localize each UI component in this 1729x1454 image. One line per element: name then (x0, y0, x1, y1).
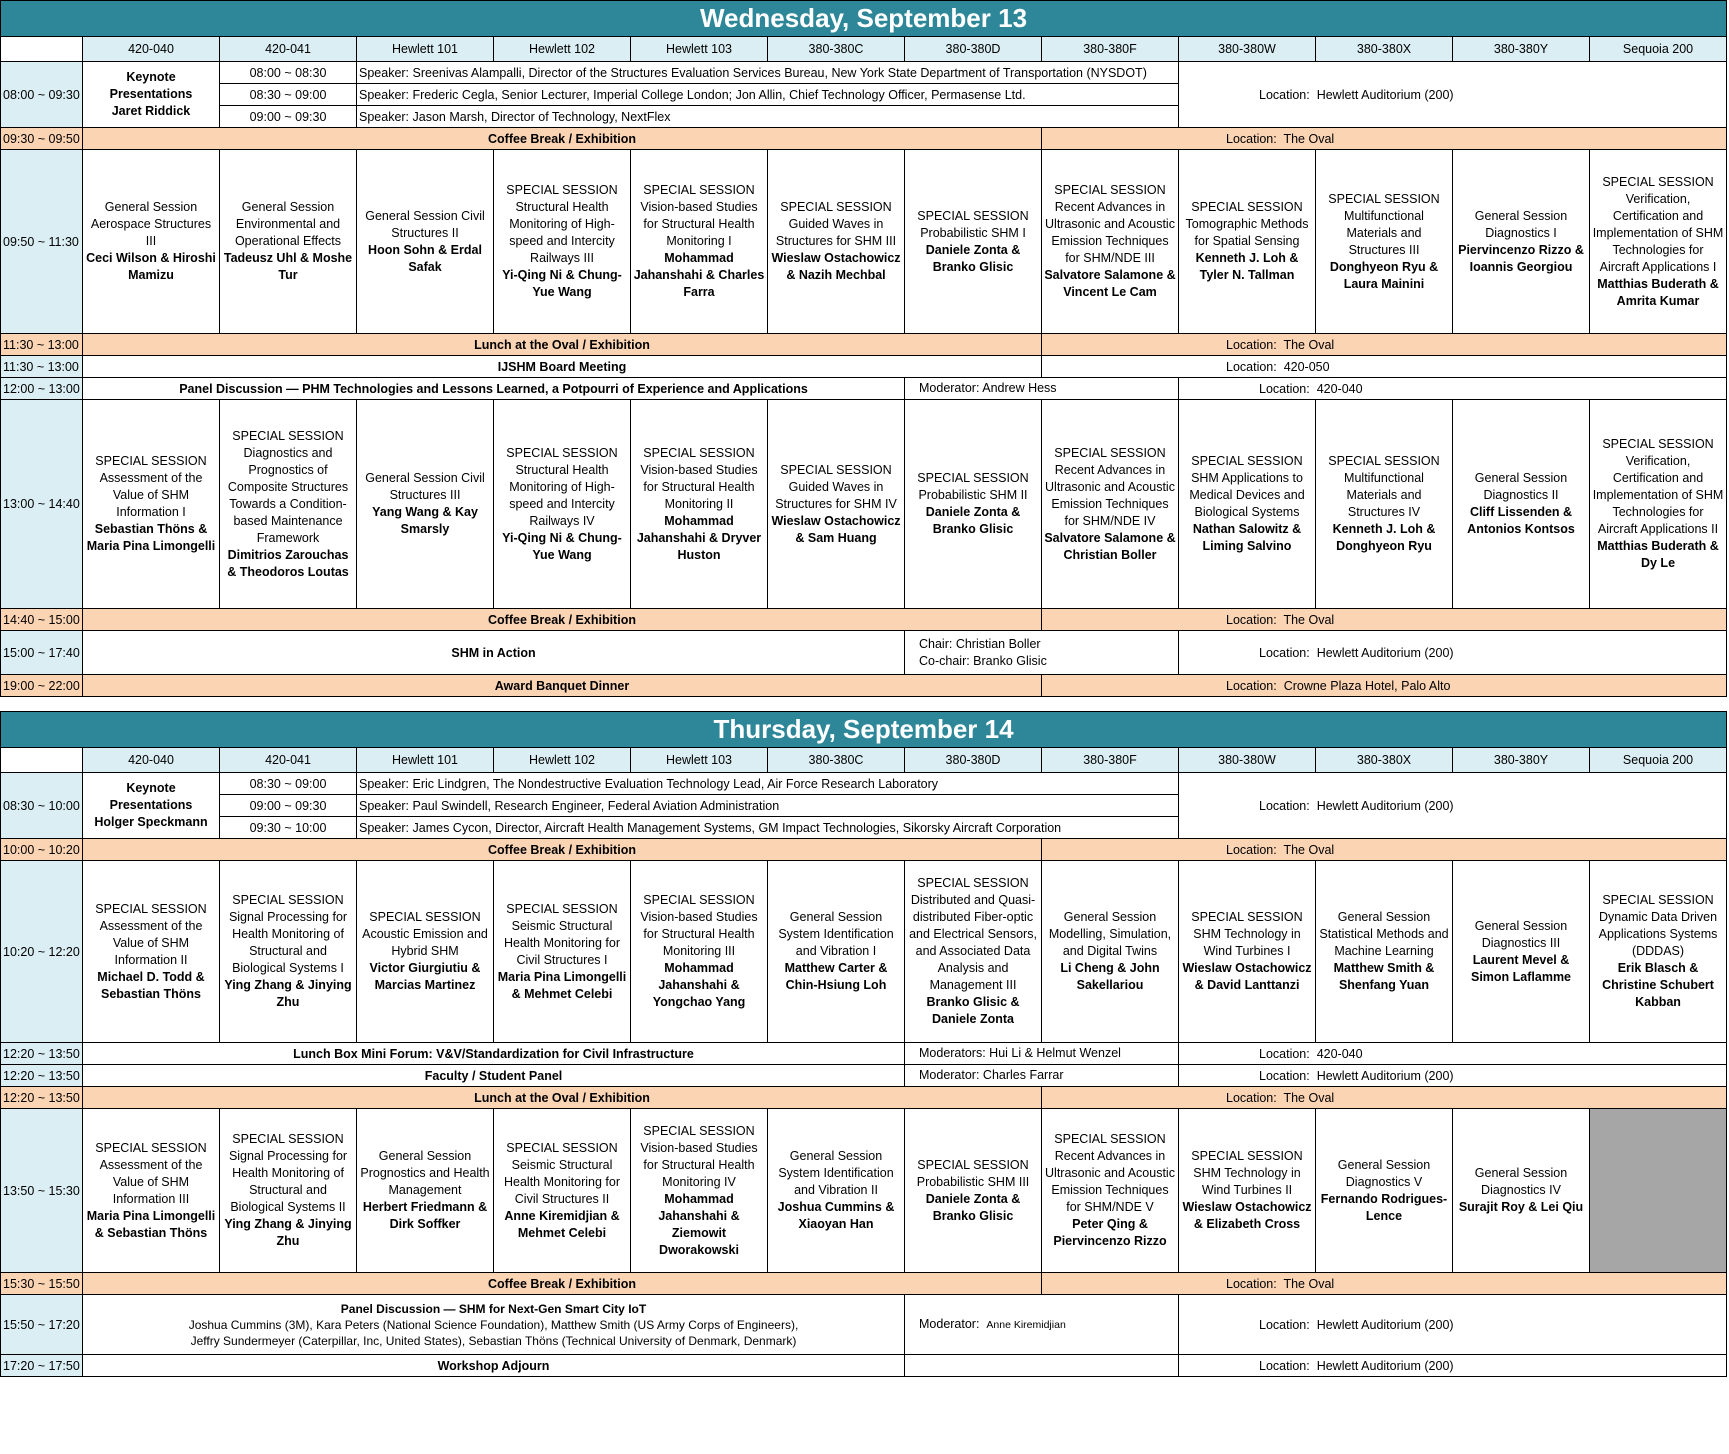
coffee-break-row: 09:30 ~ 09:50 Coffee Break / Exhibition Location: The Oval (1, 128, 1727, 150)
session-title: General Session Aerospace Structures III (90, 200, 212, 248)
session-title: SPECIAL SESSION Signal Processing for Health Monitoring of Structural and Biological Systems I (228, 893, 348, 975)
session-cell (494, 1109, 631, 1273)
keynote-title: Keynote Presentations (109, 781, 193, 812)
thursday-schedule (0, 711, 1727, 1377)
session-chairs: Maria Pina Limongelli & Mehmet Celebi (497, 969, 627, 1001)
session-cell (631, 861, 768, 1043)
session-chairs: Wieslaw Ostachowicz & Nazih Mechbal (771, 251, 901, 282)
room-header: Hewlett 102 (494, 37, 631, 62)
session-title: General Session Environmental and Operational Effects (234, 200, 342, 248)
room-header: 380-380X (1316, 748, 1453, 773)
session-chairs: Donghyeon Ryu & Laura Mainini (1329, 259, 1439, 291)
session-title: SPECIAL SESSION Guided Waves in Structures for SHM IV (775, 462, 897, 511)
session-block: 13:50 ~ 15:30 SPECIAL SESSION Assessment of the Value of SHM Information III Maria Pina Limongelli & Sebastian Thöns SPECIAL SESSION Signal Processing for Health Monitoring of Structural and Biological Systems II Ying Zhang & Jinying Zhu General Session Prognostics and Health Management Herbert Friedmann & Dirk Soffker SPECIAL SESSION Seismic Structural Health Monitoring for Civil Structures II Anne Kiremidjian & Mehmet Celebi SPECIAL SESSION Vision-based Studies for Structural Health Monitoring IV Mohammad Jahanshahi & Ziemowit Dworakowski General Session System Identification and Vibration II Joshua Cummins & Xiaoyan Han SPECIAL SESSION Probabilistic SHM III Daniele Zonta & Branko Glisic SPECIAL SESSION Recent Advances in Ultrasonic and Acoustic Emission Techniques for SHM/NDE V Peter Qing & Piervincenzo Rizzo SPECIAL SESSION SHM Technology in Wind Turbines II Wieslaw Ostachowicz & Elizabeth Cross General Session Diagnostics V Fernando Rodrigues-Lence General Session Diagnostics IV Surajit Roy & Lei Qiu (1, 1109, 1727, 1273)
session-title: SPECIAL SESSION Recent Advances in Ultrasonic and Acoustic Emission Techniques for SHM/NDE V (1045, 1132, 1175, 1214)
location-cell: Location: Hewlett Auditorium (200) (1179, 773, 1727, 839)
session-title: SPECIAL SESSION Structural Health Monitoring of High-speed and Intercity Railways IV (506, 445, 618, 528)
keynote-cell (83, 62, 220, 128)
session-title: General Session Diagnostics III (1474, 918, 1568, 950)
session-cell (905, 150, 1042, 334)
talk-speaker: Speaker: Sreenivas Alampalli, Director of the Structures Evaluation Services Bureau, New York State Department of Transportation (NYSDOT) (357, 62, 1179, 84)
session-chairs: Ceci Wilson & Hiroshi Mamizu (86, 251, 216, 282)
session-cell (1590, 400, 1727, 609)
session-cell (631, 150, 768, 334)
session-chairs: Herbert Friedmann & Dirk Soffker (362, 1200, 488, 1231)
session-cell (905, 400, 1042, 609)
session-title: General Session Statistical Methods and Machine Learning (1319, 910, 1449, 958)
keynote-chair: Holger Speckmann (94, 815, 208, 829)
session-chairs: Mohammad Jahanshahi & Yongchao Yang (652, 961, 746, 1009)
session-cell (1042, 1109, 1179, 1273)
session-cell (768, 1109, 905, 1273)
session-chairs: Maria Pina Limongelli & Sebastian Thöns (86, 1208, 216, 1240)
session-title: SPECIAL SESSION Verification, Certification and Implementation of SHM Technologies for Aircraft Applications I (1592, 174, 1724, 274)
wednesday-schedule (0, 0, 1727, 697)
corner-cell (1, 748, 83, 773)
session-title: General Session Diagnostics I (1474, 208, 1568, 240)
session-title: SPECIAL SESSION Assessment of the Value of SHM Information II (95, 901, 207, 967)
room-header: 380-380X (1316, 37, 1453, 62)
session-chairs: Daniele Zonta & Branko Glisic (925, 505, 1021, 536)
session-cell (768, 861, 905, 1043)
talk-time: 09:00 ~ 09:30 (220, 795, 357, 817)
session-title: General Session Diagnostics IV (1474, 1166, 1568, 1197)
session-chairs: Tadeusz Uhl & Moshe Tur (223, 251, 353, 282)
session-title: SPECIAL SESSION Probabilistic SHM I (917, 208, 1029, 240)
room-header-row (1, 37, 1727, 62)
session-chairs: Kenneth J. Loh & Donghyeon Ryu (1332, 522, 1436, 553)
session-title: SPECIAL SESSION Dynamic Data Driven Applications Systems (DDDAS) (1598, 893, 1718, 958)
session-chairs: Matthias Buderath & Amrita Kumar (1597, 276, 1719, 308)
session-title: SPECIAL SESSION Vision-based Studies for Structural Health Monitoring III (640, 893, 758, 958)
session-chairs: Nathan Salowitz & Liming Salvino (1192, 522, 1302, 553)
session-cell (357, 861, 494, 1043)
room-header: 380-380C (768, 37, 905, 62)
session-chairs: Victor Giurgiutiu & Marcias Martinez (369, 961, 481, 992)
session-cell (494, 861, 631, 1043)
session-chairs: Sebastian Thöns & Maria Pina Limongelli (86, 522, 216, 553)
session-cell (83, 1109, 220, 1273)
session-cell (220, 150, 357, 334)
session-title: General Session Diagnostics V (1337, 1157, 1431, 1189)
session-cell (220, 400, 357, 609)
session-cell (1590, 861, 1727, 1043)
mini-forum-row: 12:20 ~ 13:50 Lunch Box Mini Forum: V&V/Standardization for Civil Infrastructure Moderators: Hui Li & Helmut Wenzel Location: 420-040 (1, 1043, 1727, 1065)
session-cell (494, 400, 631, 609)
room-header: Hewlett 102 (494, 748, 631, 773)
session-chairs: Daniele Zonta & Branko Glisic (925, 242, 1021, 274)
shm-in-action-row: 15:00 ~ 17:40 SHM in Action Chair: Christian Boller Co-chair: Branko Glisic Location: Hewlett Auditorium (200) (1, 631, 1727, 675)
coffee-break-row: 15:30 ~ 15:50 Coffee Break / Exhibition Location: The Oval (1, 1273, 1727, 1295)
session-chairs: Hoon Sohn & Erdal Safak (368, 242, 482, 274)
session-title: SPECIAL SESSION Vision-based Studies for Structural Health Monitoring I (640, 183, 758, 248)
session-title: SPECIAL SESSION SHM Technology in Wind Turbines II (1191, 1149, 1303, 1197)
session-chairs: Michael D. Todd & Sebastian Thöns (97, 969, 205, 1001)
lunch-row: 11:30 ~ 13:00 Lunch at the Oval / Exhibition Location: The Oval (1, 334, 1727, 356)
room-header: 420-041 (220, 748, 357, 773)
room-header: 380-380W (1179, 748, 1316, 773)
session-cell (357, 1109, 494, 1273)
session-chairs: Salvatore Salamone & Christian Boller (1044, 530, 1176, 562)
session-title: SPECIAL SESSION SHM Technology in Wind Turbines I (1191, 910, 1303, 958)
room-header: 380-380D (905, 37, 1042, 62)
coffee-break-row: 10:00 ~ 10:20 Coffee Break / Exhibition Location: The Oval (1, 839, 1727, 861)
adjourn-row: 17:20 ~ 17:50 Workshop Adjourn Location: Hewlett Auditorium (200) (1, 1355, 1727, 1377)
session-title: SPECIAL SESSION Acoustic Emission and Hybrid SHM (362, 910, 488, 958)
coffee-break-row: 14:40 ~ 15:00 Coffee Break / Exhibition Location: The Oval (1, 609, 1727, 631)
session-chairs: Mohammad Jahanshahi & Dryver Huston (636, 513, 762, 562)
session-cell (1316, 150, 1453, 334)
session-title: SPECIAL SESSION Verification, Certification and Implementation of SHM Technologies for Aircraft Applications II (1592, 437, 1724, 536)
session-chairs: Dimitrios Zarouchas & Theodoros Loutas (227, 547, 349, 579)
talk-time: 08:30 ~ 09:00 (220, 84, 357, 106)
session-cell (1179, 861, 1316, 1043)
session-chairs: Cliff Lissenden & Antonios Kontsos (1467, 505, 1575, 536)
session-chairs: Yi-Qing Ni & Chung-Yue Wang (502, 268, 622, 299)
session-title: SPECIAL SESSION Assessment of the Value of SHM Information III (95, 1140, 207, 1206)
talk-speaker: Speaker: James Cycon, Director, Aircraft Health Management Systems, GM Impact Technologies, Sikorsky Aircraft Corporation (357, 817, 1179, 839)
session-chairs: Surajit Roy & Lei Qiu (1458, 1200, 1584, 1214)
session-title: SPECIAL SESSION Diagnostics and Prognostics of Composite Structures Towards a Condition-based Maintenance Framework (227, 428, 349, 545)
session-title: SPECIAL SESSION Seismic Structural Health Monitoring for Civil Structures I (503, 901, 621, 967)
session-chairs: Laurent Mevel & Simon Laflamme (1470, 952, 1572, 984)
session-chairs: Wieslaw Ostachowicz & Elizabeth Cross (1182, 1200, 1312, 1231)
session-chairs: Yi-Qing Ni & Chung-Yue Wang (502, 530, 622, 562)
session-cell (1042, 400, 1179, 609)
session-title: SPECIAL SESSION Seismic Structural Health Monitoring for Civil Structures II (503, 1140, 621, 1206)
session-title: SPECIAL SESSION Probabilistic SHM II (917, 471, 1029, 502)
time-cell: 08:30 ~ 10:00 (1, 773, 83, 839)
session-chairs: Anne Kiremidjian & Mehmet Celebi (504, 1208, 620, 1240)
talk-time: 09:30 ~ 10:00 (220, 817, 357, 839)
room-header: 380-380F (1042, 748, 1179, 773)
session-chairs: Matthias Buderath & Dy Le (1597, 539, 1719, 570)
session-title: General Session System Identification and Vibration I (778, 910, 894, 958)
session-title: SPECIAL SESSION Recent Advances in Ultrasonic and Acoustic Emission Techniques for SHM/NDE III (1045, 183, 1175, 265)
session-chairs: Kenneth J. Loh & Tyler N. Tallman (1195, 251, 1299, 282)
session-cell (631, 400, 768, 609)
session-title: SPECIAL SESSION Assessment of the Value of SHM Information I (95, 454, 207, 519)
board-meeting-row: 11:30 ~ 13:00 IJSHM Board Meeting Location: 420-050 (1, 356, 1727, 378)
session-cell (1590, 150, 1727, 334)
session-title: SPECIAL SESSION Recent Advances in Ultrasonic and Acoustic Emission Techniques for SHM/NDE IV (1045, 445, 1175, 528)
session-cell (1453, 861, 1590, 1043)
session-cell (1042, 150, 1179, 334)
session-cell (83, 400, 220, 609)
keynote-chair: Jaret Riddick (111, 104, 191, 118)
session-cell (83, 861, 220, 1043)
corner-cell (1, 37, 83, 62)
session-chairs: Erik Blasch & Christine Schubert Kabban (1602, 961, 1714, 1009)
session-chairs: Matthew Smith & Shenfang Yuan (1333, 961, 1435, 992)
session-cell (768, 150, 905, 334)
session-title: SPECIAL SESSION Vision-based Studies for Structural Health Monitoring IV (640, 1123, 758, 1189)
talk-time: 08:00 ~ 08:30 (220, 62, 357, 84)
session-cell (1316, 861, 1453, 1043)
room-header: Hewlett 101 (357, 37, 494, 62)
session-title: General Session Modelling, Simulation, and Digital Twins (1048, 910, 1172, 958)
session-title: General Session Civil Structures II (365, 208, 485, 240)
session-title: General Session Diagnostics II (1474, 471, 1568, 502)
session-cell (357, 400, 494, 609)
room-header: 380-380Y (1453, 37, 1590, 62)
session-cell (1453, 400, 1590, 609)
session-cell (1316, 400, 1453, 609)
talk-speaker: Speaker: Frederic Cegla, Senior Lecturer, Imperial College London; Jon Allin, Chief Technology Officer, Permasense Ltd. (357, 84, 1179, 106)
session-chairs: Fernando Rodrigues-Lence (1320, 1191, 1448, 1223)
session-cell (1179, 400, 1316, 609)
talk-time: 08:30 ~ 09:00 (220, 773, 357, 795)
room-header: 420-040 (83, 37, 220, 62)
session-chairs: Wieslaw Ostachowicz & Sam Huang (771, 513, 901, 545)
session-block: 09:50 ~ 11:30 General Session Aerospace Structures III Ceci Wilson & Hiroshi Mamizu General Session Environmental and Operational Effects Tadeusz Uhl & Moshe Tur General Session Civil Structures II Hoon Sohn & Erdal Safak SPECIAL SESSION Structural Health Monitoring of High-speed and Intercity Railways III Yi-Qing Ni & Chung-Yue Wang SPECIAL SESSION Vision-based Studies for Structural Health Monitoring I Mohammad Jahanshahi & Charles Farra SPECIAL SESSION Guided Waves in Structures for SHM III Wieslaw Ostachowicz & Nazih Mechbal SPECIAL SESSION Probabilistic SHM I Daniele Zonta & Branko Glisic SPECIAL SESSION Recent Advances in Ultrasonic and Acoustic Emission Techniques for SHM/NDE III Salvatore Salamone & Vincent Le Cam SPECIAL SESSION Tomographic Methods for Spatial Sensing Kenneth J. Loh & Tyler N. Tallman SPECIAL SESSION Multifunctional Materials and Structures III Donghyeon Ryu & Laura Mainini General Session Diagnostics I Piervincenzo Rizzo & Ioannis Georgiou SPECIAL SESSION Verification, Certification and Implementation of SHM Technologies for Aircraft Applications I Matthias Buderath & Amrita Kumar (1, 150, 1727, 334)
session-cell (83, 150, 220, 334)
session-chairs: Salvatore Salamone & Vincent Le Cam (1044, 268, 1176, 299)
session-block: 10:20 ~ 12:20 SPECIAL SESSION Assessment of the Value of SHM Information II Michael D. Todd & Sebastian Thöns SPECIAL SESSION Signal Processing for Health Monitoring of Structural and Biological Systems I Ying Zhang & Jinying Zhu SPECIAL SESSION Acoustic Emission and Hybrid SHM Victor Giurgiutiu & Marcias Martinez SPECIAL SESSION Seismic Structural Health Monitoring for Civil Structures I Maria Pina Limongelli & Mehmet Celebi SPECIAL SESSION Vision-based Studies for Structural Health Monitoring III Mohammad Jahanshahi & Yongchao Yang General Session System Identification and Vibration I Matthew Carter & Chin-Hsiung Loh SPECIAL SESSION Distributed and Quasi-distributed Fiber-optic and Electrical Sensors, and Associated Data Analysis and Management III Branko Glisic & Daniele Zonta General Session Modelling, Simulation, and Digital Twins Li Cheng & John Sakellariou SPECIAL SESSION SHM Technology in Wind Turbines I Wieslaw Ostachowicz & David Lanttanzi General Session Statistical Methods and Machine Learning Matthew Smith & Shenfang Yuan General Session Diagnostics III Laurent Mevel & Simon Laflamme SPECIAL SESSION Dynamic Data Driven Applications Systems (DDDAS) Erik Blasch & Christine Schubert Kabban (1, 861, 1727, 1043)
session-title: SPECIAL SESSION Probabilistic SHM III (916, 1157, 1030, 1189)
session-chairs: Matthew Carter & Chin-Hsiung Loh (784, 961, 888, 992)
session-cell (494, 150, 631, 334)
session-chairs: Joshua Cummins & Xiaoyan Han (777, 1200, 895, 1231)
session-cell (1316, 1109, 1453, 1273)
faculty-panel-row: 12:20 ~ 13:50 Faculty / Student Panel Moderator: Charles Farrar Location: Hewlett Auditorium (200) (1, 1065, 1727, 1087)
session-title: General Session System Identification and Vibration II (778, 1149, 894, 1197)
keynote-title: Keynote Presentations (109, 70, 193, 101)
session-cell (357, 150, 494, 334)
session-chairs: Piervincenzo Rizzo & Ioannis Georgiou (1458, 242, 1584, 274)
session-chairs: Mohammad Jahanshahi & Charles Farra (633, 251, 765, 299)
session-chairs: Branko Glisic & Daniele Zonta (926, 995, 1020, 1026)
session-title: General Session Civil Structures III (365, 471, 485, 502)
panel-row: 15:50 ~ 17:20 Panel Discussion — SHM for Next-Gen Smart City IoT Joshua Cummins (3M), Kara Peters (National Science Foundation), Matthew Smith (US Army Corps of Engineers), Jeffry Sundermeyer (Caterpillar, Inc, United States), Sebastian Thöns (Technical University of Denmark, Denmark) Moderator: Anne Kiremidjian Location: Hewlett Auditorium (200) (1, 1295, 1727, 1355)
session-chairs: Li Cheng & John Sakellariou (1060, 961, 1160, 992)
session-title: SPECIAL SESSION Signal Processing for Health Monitoring of Structural and Biological Systems II (228, 1132, 348, 1214)
session-chairs: Peter Qing & Piervincenzo Rizzo (1053, 1217, 1167, 1248)
session-cell (220, 861, 357, 1043)
session-cell (1179, 150, 1316, 334)
room-header: Hewlett 101 (357, 748, 494, 773)
session-title: SPECIAL SESSION Guided Waves in Structures for SHM III (775, 200, 897, 248)
session-title: SPECIAL SESSION Structural Health Monitoring of High-speed and Intercity Railways III (506, 183, 618, 265)
room-header: Sequoia 200 (1590, 748, 1727, 773)
session-cell (1453, 150, 1590, 334)
room-header: Hewlett 103 (631, 37, 768, 62)
session-cell (905, 1109, 1042, 1273)
lunch-row: 12:20 ~ 13:50 Lunch at the Oval / Exhibition Location: The Oval (1, 1087, 1727, 1109)
session-title: SPECIAL SESSION SHM Applications to Medical Devices and Biological Systems (1189, 454, 1305, 519)
talk-time: 09:00 ~ 09:30 (220, 106, 357, 128)
room-header: 380-380W (1179, 37, 1316, 62)
session-title: SPECIAL SESSION Multifunctional Materials and Structures IV (1328, 454, 1440, 519)
room-header: 380-380C (768, 748, 905, 773)
session-cell (220, 1109, 357, 1273)
session-cell (1042, 861, 1179, 1043)
keynote-cell (83, 773, 220, 839)
panel-row: 12:00 ~ 13:00 Panel Discussion — PHM Technologies and Lessons Learned, a Potpourri of Experience and Applications Moderator: Andrew Hess Location: 420-040 (1, 378, 1727, 400)
session-chairs: Yang Wang & Kay Smarsly (372, 505, 478, 536)
day-title: Wednesday, September 13 (1, 1, 1727, 37)
session-title: SPECIAL SESSION Tomographic Methods for Spatial Sensing (1185, 200, 1309, 248)
session-chairs: Daniele Zonta & Branko Glisic (925, 1191, 1021, 1223)
room-header: 380-380Y (1453, 748, 1590, 773)
room-header: 380-380F (1042, 37, 1179, 62)
room-header: 420-041 (220, 37, 357, 62)
session-block: 13:00 ~ 14:40 SPECIAL SESSION Assessment of the Value of SHM Information I Sebastian Thöns & Maria Pina Limongelli SPECIAL SESSION Diagnostics and Prognostics of Composite Structures Towards a Condition-based Maintenance Framework Dimitrios Zarouchas & Theodoros Loutas General Session Civil Structures III Yang Wang & Kay Smarsly SPECIAL SESSION Structural Health Monitoring of High-speed and Intercity Railways IV Yi-Qing Ni & Chung-Yue Wang SPECIAL SESSION Vision-based Studies for Structural Health Monitoring II Mohammad Jahanshahi & Dryver Huston SPECIAL SESSION Guided Waves in Structures for SHM IV Wieslaw Ostachowicz & Sam Huang SPECIAL SESSION Probabilistic SHM II Daniele Zonta & Branko Glisic SPECIAL SESSION Recent Advances in Ultrasonic and Acoustic Emission Techniques for SHM/NDE IV Salvatore Salamone & Christian Boller SPECIAL SESSION SHM Applications to Medical Devices and Biological Systems Nathan Salowitz & Liming Salvino SPECIAL SESSION Multifunctional Materials and Structures IV Kenneth J. Loh & Donghyeon Ryu General Session Diagnostics II Cliff Lissenden & Antonios Kontsos SPECIAL SESSION Verification, Certification and Implementation of SHM Technologies for Aircraft Applications II Matthias Buderath & Dy Le (1, 400, 1727, 609)
room-header: Sequoia 200 (1590, 37, 1727, 62)
room-header: Hewlett 103 (631, 748, 768, 773)
location-cell: Location: Hewlett Auditorium (200) (1179, 62, 1727, 128)
session-title: General Session Prognostics and Health Management (360, 1149, 490, 1197)
session-chairs: Wieslaw Ostachowicz & David Lanttanzi (1182, 961, 1312, 992)
session-cell (1179, 1109, 1316, 1273)
session-title: SPECIAL SESSION Multifunctional Materials and Structures III (1328, 191, 1440, 257)
dinner-row: 19:00 ~ 22:00 Award Banquet Dinner Location: Crowne Plaza Hotel, Palo Alto (1, 675, 1727, 697)
day-title: Thursday, September 14 (1, 712, 1727, 748)
session-cell (905, 861, 1042, 1043)
session-title: SPECIAL SESSION Distributed and Quasi-distributed Fiber-optic and Electrical Sensors, and Associated Data Analysis and Management III (909, 876, 1037, 992)
talk-speaker: Speaker: Jason Marsh, Director of Technology, NextFlex (357, 106, 1179, 128)
session-cell (1453, 1109, 1590, 1273)
session-cell (631, 1109, 768, 1273)
talk-speaker: Speaker: Paul Swindell, Research Engineer, Federal Aviation Administration (357, 795, 1179, 817)
talk-speaker: Speaker: Eric Lindgren, The Nondestructive Evaluation Technology Lead, Air Force Research Laboratory (357, 773, 1179, 795)
room-header-row (1, 748, 1727, 773)
session-chairs: Ying Zhang & Jinying Zhu (224, 978, 352, 1009)
session-chairs: Mohammad Jahanshahi & Ziemowit Dworakowski (658, 1191, 740, 1257)
room-header: 380-380D (905, 748, 1042, 773)
session-cell (768, 400, 905, 609)
session-title: SPECIAL SESSION Vision-based Studies for Structural Health Monitoring II (640, 445, 758, 511)
room-header: 420-040 (83, 748, 220, 773)
time-cell: 08:00 ~ 09:30 (1, 62, 83, 128)
unused-slot (1590, 1109, 1727, 1273)
session-chairs: Ying Zhang & Jinying Zhu (224, 1217, 352, 1248)
